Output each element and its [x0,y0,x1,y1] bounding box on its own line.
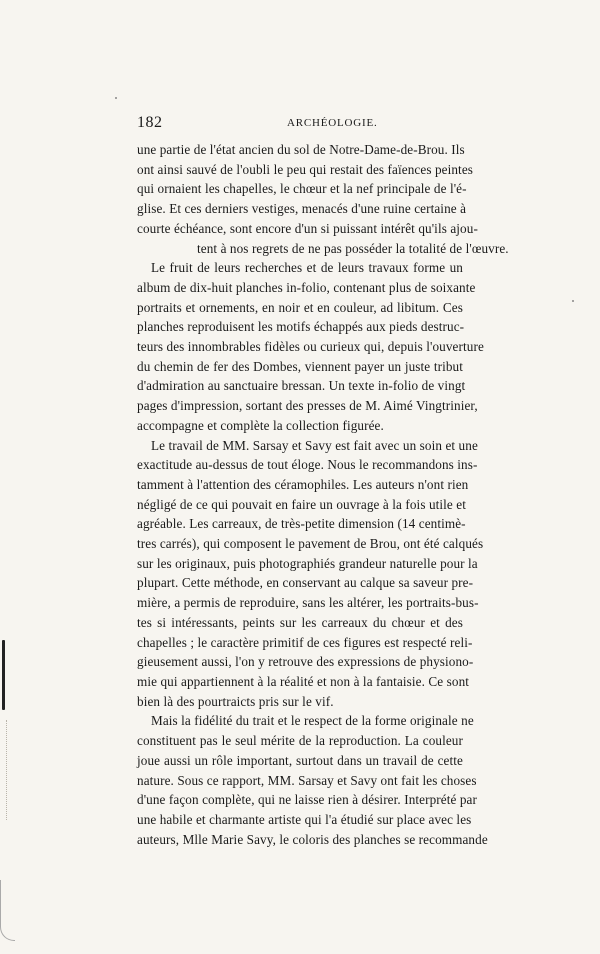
text-line: Mais la fidélité du trait et le respect de la forme originale ne [151,713,474,729]
text-line: mière, a permis de reproduire, sans les altérer, les portraits-bus- [137,595,479,611]
binding-mark [2,640,5,710]
text-line: d'admiration au sanctuaire bressan. Un texte in-folio de vingt [137,378,466,394]
paragraph-3 [137,436,484,712]
page-edge-curve [0,880,15,941]
paragraph-4 [137,711,488,849]
text-line: ont ainsi sauvé de l'oubli le peu qui restait des faïences peintes [137,161,474,177]
text-line: du chemin de fer des Dombes, viennent payer un juste tribut [137,358,463,374]
text-line: chapelles ; le caractère primitif de ces figures est respecté reli- [137,634,473,650]
text-line: courte échéance, sont encore d'un si puissant intérêt qu'ils ajou- [137,220,478,236]
paragraph-1 [137,140,509,258]
text-line: tres carrés), qui composent le pavement de Brou, ont été calqués [137,536,484,552]
text-line: glise. Et ces derniers vestiges, menacés d'une ruine certaine à [137,201,467,217]
text-line: mie qui appartiennent à la réalité et non à la fantaisie. Ce sont [137,673,470,689]
running-head: ARCHÉOLOGIE. [287,117,378,129]
text-line: portraits et ornements, en noir et en couleur, ad libitum. Ces [137,299,463,315]
text-line: accompagne et complète la collection figurée. [137,417,384,433]
text-line: tamment à l'attention des céramophiles. Les auteurs n'ont rien [137,476,469,492]
text-line: gieusement aussi, l'on y retrouve des expressions de physiono- [137,654,474,670]
text-line: tent à nos regrets de ne pas posséder la totalité de l'œuvre. [197,240,509,256]
text-line: qui ornaient les chapelles, le chœur et la nef principale de l'é- [137,181,467,197]
text-line: teurs des innombrables fidèles ou curieux qui, depuis l'ouverture [137,339,484,355]
text-line: Le fruit de leurs recherches et de leurs travaux forme un [151,260,463,276]
page-number: 182 [137,114,163,131]
text-line: joue aussi un rôle important, surtout dans un travail de cette [137,752,463,768]
paper-speck [572,300,574,302]
paper-speck [115,97,117,99]
binding-dots [6,720,8,820]
text-line: sur les originaux, puis photographiés grandeur naturelle pour la [137,555,478,571]
text-line: album de dix-huit planches in-folio, contenant plus de soixante [137,279,476,295]
page-header [137,114,459,136]
text-line: planches reproduisent les motifs échappés aux pieds destruc- [137,319,465,335]
text-line: nature. Sous ce rapport, MM. Sarsay et Savy ont fait les choses [137,772,477,788]
text-line: constituent pas le seul mérite de la reproduction. La couleur [137,733,463,749]
text-line: pages d'impression, sortant des presses de M. Aimé Vingtrinier, [137,398,478,414]
text-line: négligé de ce qui pouvait en faire un ouvrage à la fois utile et [137,496,467,512]
text-line: une habile et charmante artiste qui l'a étudié sur place avec les [137,811,472,827]
paragraph-2 [137,258,484,435]
text-line: plupart. Cette méthode, en conservant au calque sa saveur pre- [137,575,474,591]
text-line: auteurs, Mlle Marie Savy, le coloris des planches se recommande [137,831,488,847]
text-line: tes si intéressants, peints sur les carreaux du chœur et des [137,614,463,630]
text-line: Le travail de MM. Sarsay et Savy est fait avec un soin et une [151,437,478,453]
text-line: exactitude au-dessus de tout éloge. Nous le recommandons ins- [137,457,478,473]
text-line: agréable. Les carreaux, de très-petite dimension (14 centimè- [137,516,466,532]
text-line: une partie de l'état ancien du sol de Notre-Dame-de-Brou. Ils [137,142,465,157]
body-text [137,140,509,849]
text-line: d'une façon complète, qui ne laisse rien à désirer. Interprété par [137,792,477,808]
text-line: bien là des pourtraicts pris sur le vif. [137,693,334,709]
